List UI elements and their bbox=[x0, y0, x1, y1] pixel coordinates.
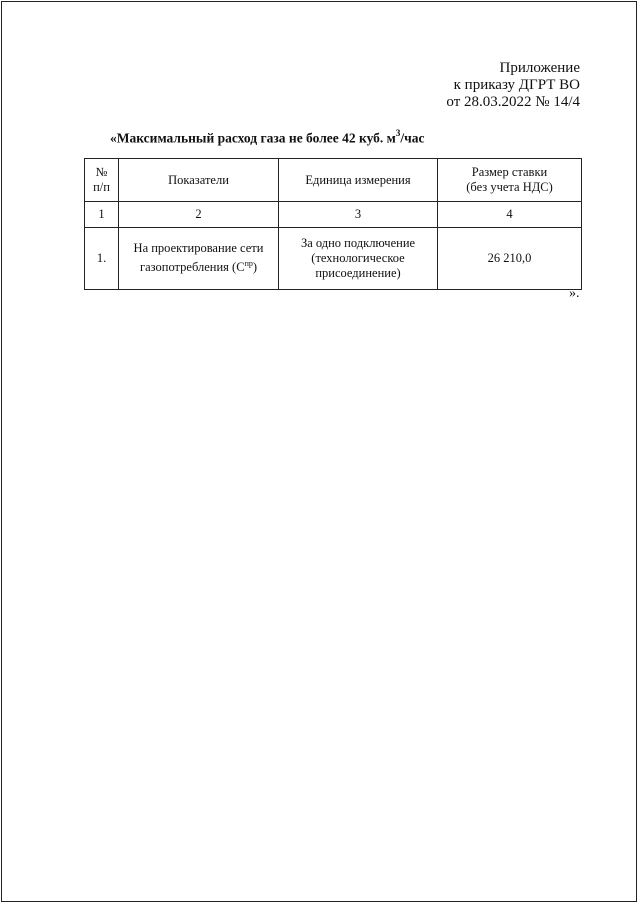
column-number-1: 1 bbox=[85, 202, 119, 228]
document-title bbox=[110, 129, 424, 147]
table-row bbox=[85, 228, 582, 290]
header-indicator: Показатели bbox=[119, 159, 279, 202]
column-number-row bbox=[85, 202, 582, 228]
title-suffix: /час bbox=[400, 130, 425, 146]
column-number-4: 4 bbox=[438, 202, 582, 228]
header-rate-line2: (без учета НДС) bbox=[466, 180, 553, 194]
row-unit bbox=[279, 228, 438, 290]
row-indicator bbox=[119, 228, 279, 290]
order-date-number: от 28.03.2022 № 14/4 bbox=[446, 94, 580, 110]
row-unit-line2: (технологическое bbox=[311, 251, 405, 265]
row-number: 1. bbox=[85, 228, 119, 290]
header-rate-line1: Размер ставки bbox=[471, 165, 548, 179]
rate-table bbox=[84, 158, 582, 290]
header-unit: Единица измерения bbox=[279, 159, 438, 202]
closing-quote: ». bbox=[569, 286, 580, 301]
order-reference: к приказу ДГРТ ВО bbox=[453, 77, 580, 93]
row-indicator-line2 bbox=[123, 256, 274, 275]
header-number: № п/п bbox=[85, 159, 119, 202]
title-superscript: 3 bbox=[395, 128, 401, 138]
row-indicator-text: газопотребления (С bbox=[139, 260, 245, 275]
row-unit-line1: За одно подключение bbox=[300, 236, 416, 250]
row-unit-line3: присоединение) bbox=[315, 266, 401, 280]
appendix-label: Приложение bbox=[499, 60, 580, 76]
header-rate bbox=[438, 159, 582, 202]
column-number-3: 3 bbox=[279, 202, 438, 228]
title-text: «Максимальный расход газа не более 42 куб. м bbox=[110, 130, 396, 146]
row-indicator-line1: На проектирование сети bbox=[133, 241, 264, 256]
row-indicator-end: ) bbox=[252, 260, 258, 275]
row-rate: 26 210,0 bbox=[438, 228, 582, 290]
appendix-header bbox=[446, 60, 580, 111]
row-indicator-superscript: пр bbox=[244, 259, 253, 269]
table-header-row bbox=[85, 159, 582, 202]
column-number-2: 2 bbox=[119, 202, 279, 228]
